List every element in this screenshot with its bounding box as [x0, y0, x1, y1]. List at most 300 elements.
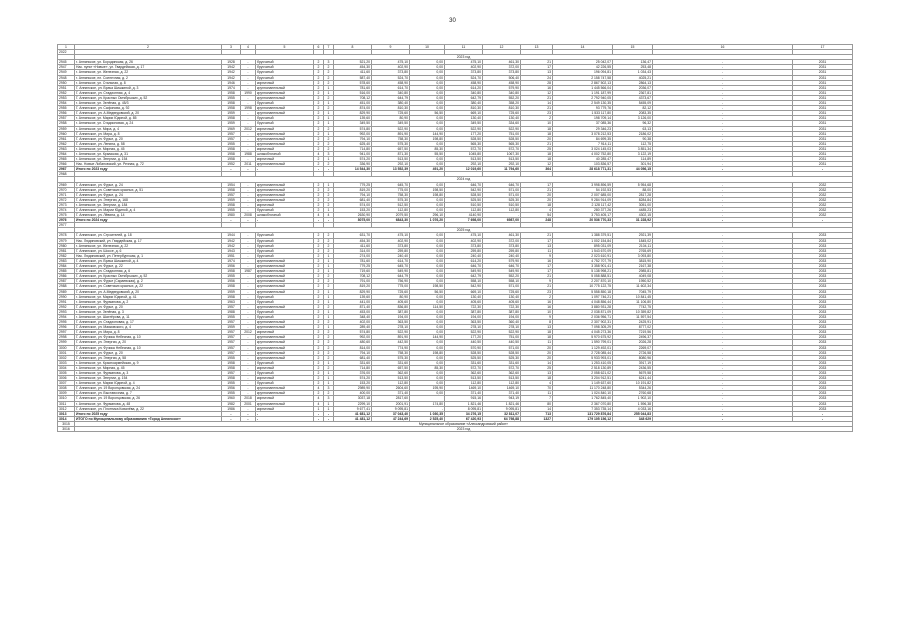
column-header-13: 13	[521, 45, 553, 50]
table-cell: 725,60	[483, 289, 521, 294]
table-cell: 915,16	[445, 396, 483, 401]
table-cell: 16	[521, 85, 553, 90]
table-cell: -	[653, 411, 793, 416]
table-cell: 2	[314, 85, 324, 90]
table-cell: г. Аннинское, ул. Стальная, д. 8	[75, 80, 222, 85]
table-cell: 296,10	[410, 213, 445, 218]
table-cell: брусчатый	[256, 294, 314, 299]
table-cell: 5 058 888,51	[553, 274, 613, 279]
table-cell: 2031	[793, 141, 853, 146]
table-cell: 708,12	[334, 274, 372, 279]
table-cell: 349,50	[372, 121, 410, 126]
table-cell: Итого по 2024 году	[75, 218, 222, 223]
table-cell: 758,30	[372, 350, 410, 355]
table-cell: 2022	[58, 50, 75, 55]
table-cell: 11 597,54	[613, 314, 653, 319]
table-cell: 1 253 410,05	[553, 360, 613, 365]
table-cell: 2033	[793, 253, 853, 258]
table-cell: 411,60	[334, 243, 372, 248]
table-cell: 657,50	[372, 146, 410, 151]
table-cell: -	[653, 213, 793, 218]
table-cell: 21	[521, 233, 553, 238]
table-cell: -	[653, 151, 793, 156]
table-cell: -	[653, 335, 793, 340]
table-cell: 3 078 212,53	[553, 131, 613, 136]
table-cell: кирпичный	[256, 157, 314, 162]
table-cell: 2033	[793, 401, 853, 406]
column-header-16: 16	[653, 45, 793, 50]
table-cell: 756,90	[372, 279, 410, 284]
table-cell: -	[241, 157, 256, 162]
table-cell: Г. Аннинское, ул. Красных Октябрьских, д. 52	[75, 95, 222, 100]
table-cell: крупнопанельный	[256, 136, 314, 141]
table-cell: -	[653, 106, 793, 111]
table-cell: 2990	[58, 294, 75, 299]
table-cell: -	[241, 182, 256, 187]
table-cell: 1942	[222, 75, 241, 80]
table-cell: 1958	[222, 376, 241, 381]
table-cell: 371,40	[372, 391, 410, 396]
table-cell: -	[653, 202, 793, 207]
table-cell: -	[241, 85, 256, 90]
table-cell: 522,90	[445, 126, 483, 131]
table-cell: 28 618 771,31	[553, 167, 613, 172]
table-cell: 1958	[222, 146, 241, 151]
table-cell: крупнопанельный	[256, 320, 314, 325]
table-cell: брусчатый	[256, 248, 314, 253]
table-cell: кирпичный	[256, 146, 314, 151]
table-cell: 2989	[58, 289, 75, 294]
table-cell: 2012	[241, 126, 256, 131]
table-cell: 2	[314, 192, 324, 197]
table-cell: 2	[314, 355, 324, 360]
table-cell: 2	[314, 80, 324, 85]
table-cell: 2	[324, 350, 334, 355]
table-cell: 9 284 914,09	[553, 197, 613, 202]
table-cell: 2	[521, 294, 553, 299]
table-cell: 2	[314, 391, 324, 396]
table-cell: 1469,10	[483, 386, 521, 391]
table-cell: 255 044,83	[613, 411, 653, 416]
table-cell: 8777,02	[613, 325, 653, 330]
table-cell: -	[793, 167, 853, 172]
table-cell: 2 058 621,02	[553, 371, 613, 376]
table-cell: 819,20	[334, 284, 372, 289]
table-cell: 0,00	[410, 269, 445, 274]
table-cell: 1	[324, 208, 334, 213]
table-cell: -	[241, 197, 256, 202]
table-cell: 139,60	[334, 116, 372, 121]
table-cell: 112,80	[445, 381, 483, 386]
table-cell: 17	[521, 269, 553, 274]
table-cell: 11 106,80	[613, 299, 653, 304]
table-cell: Нас. Людиновский, ул. Петербургская, д. 1	[75, 253, 222, 258]
table-cell: 0,00	[410, 309, 445, 314]
table-cell: 3 753 405,17	[553, 213, 613, 218]
table-cell: 2 036 956,71	[553, 314, 613, 319]
table-cell: кирпичный	[256, 406, 314, 411]
table-cell: 41 481,12	[334, 416, 372, 421]
table-cell: 0,00	[410, 360, 445, 365]
table-cell: 0,00	[410, 279, 445, 284]
table-cell: брусчатый	[256, 75, 314, 80]
table-cell: 2	[314, 279, 324, 284]
table-cell: 681,40	[334, 197, 372, 202]
table-cell: 2026,28	[613, 340, 653, 345]
table-cell: -	[653, 146, 793, 151]
table-cell: 278,10	[372, 325, 410, 330]
table-cell: 1944	[222, 233, 241, 238]
table-cell: 54	[521, 213, 553, 218]
table-cell: 646,70	[445, 264, 483, 269]
table-cell: 402,90	[445, 65, 483, 70]
table-cell: 2	[314, 330, 324, 335]
table-cell: 2	[314, 238, 324, 243]
table-cell: 2	[324, 238, 334, 243]
table-cell: -	[653, 75, 793, 80]
table-cell: -	[653, 208, 793, 213]
table-cell: 751,00	[483, 335, 521, 340]
table-cell: 8080,96	[613, 355, 653, 360]
table-cell: кирпичный	[256, 126, 314, 131]
table-cell: 2986	[58, 274, 75, 279]
table-cell: 1958	[222, 360, 241, 365]
table-cell: 2992	[58, 304, 75, 309]
table-cell: 814,00	[334, 345, 372, 350]
table-cell: 2 007 685,00	[553, 192, 613, 197]
table-cell: 0,00	[410, 80, 445, 85]
table-cell: 0,00	[410, 320, 445, 325]
table-cell: 2964	[58, 151, 75, 156]
table-cell: 0,00	[410, 381, 445, 386]
table-cell: 2	[314, 126, 324, 131]
table-cell: 2	[324, 340, 334, 345]
table-cell: Г. Аннинское, ул. 19 Воронцовская, д. 24	[75, 386, 222, 391]
table-cell: -	[241, 360, 256, 365]
table-cell: 2	[314, 365, 324, 370]
table-cell: 380,40	[372, 101, 410, 106]
table-cell: -	[241, 70, 256, 75]
table-cell: 3051,00	[613, 202, 653, 207]
table-cell: 2945	[58, 60, 75, 65]
table-cell: Г. Аннинское, ул. Плотника Ковалёва, д. 22	[75, 406, 222, 411]
table-cell: 2	[324, 106, 334, 111]
table-cell: 25	[521, 146, 553, 151]
table-cell: -	[241, 411, 256, 416]
table-cell: 2	[314, 360, 324, 365]
table-body	[58, 50, 853, 432]
table-cell: 13 552,39	[372, 167, 410, 172]
table-cell: 2033	[793, 350, 853, 355]
table-cell: 114,89	[613, 157, 653, 162]
table-cell: 194,00	[483, 314, 521, 319]
table-cell: 574,80	[334, 330, 372, 335]
table-cell: 136,47	[613, 60, 653, 65]
table-cell: 2972	[58, 197, 75, 202]
table-cell: 2984	[58, 264, 75, 269]
table-cell: 1982	[222, 401, 241, 406]
table-cell: Г. Аннинское, ул. Советских красных, д. 51	[75, 187, 222, 192]
table-cell: 1963	[222, 299, 241, 304]
table-cell: 28	[521, 80, 553, 85]
table-cell: -	[653, 187, 793, 192]
table-cell: 891,90	[372, 131, 410, 136]
table-cell: 2018	[241, 396, 256, 401]
table-cell: 334,60	[483, 121, 521, 126]
table-cell: 2	[324, 65, 334, 70]
table-cell: 2	[314, 284, 324, 289]
table-cell: 512,50	[372, 202, 410, 207]
table-cell: -	[653, 248, 793, 253]
table-cell: 2033	[793, 269, 853, 274]
table-cell: 7 098 305,29	[553, 325, 613, 330]
table-cell: -	[653, 289, 793, 294]
table-cell: 3016	[58, 427, 75, 432]
table-cell: 2	[324, 192, 334, 197]
table-cell: 194,00	[445, 314, 483, 319]
table-cell: 6987,00	[483, 218, 521, 223]
table-cell: 14	[521, 101, 553, 106]
table-cell: 1958	[222, 365, 241, 370]
table-cell: 0,00	[410, 101, 445, 106]
table-cell: 575,30	[372, 197, 410, 202]
table-cell: 10 191,82	[613, 381, 653, 386]
table-cell: 1 034,43	[613, 70, 653, 75]
table-cell: 314,00	[334, 248, 372, 253]
table-cell: -	[793, 218, 853, 223]
column-header-3: 3	[222, 45, 241, 50]
table-cell: -	[793, 411, 853, 416]
table-cell: 1956	[222, 279, 241, 284]
table-cell: 1	[324, 269, 334, 274]
table-cell: брусчатый	[256, 360, 314, 365]
table-cell: -	[653, 264, 793, 269]
table-cell: 253,48	[613, 65, 653, 70]
table-cell: 943,19	[483, 396, 521, 401]
table-cell: 2	[314, 345, 324, 350]
table-cell: -	[241, 320, 256, 325]
table-cell: 1958	[222, 116, 241, 121]
table-cell: -	[241, 304, 256, 309]
table-cell: г. Аннинское, ул. Бородинская, д. 26	[75, 60, 222, 65]
table-cell: 1	[324, 309, 334, 314]
table-cell: -	[241, 121, 256, 126]
table-cell: -	[256, 411, 314, 416]
table-cell: 1959	[222, 121, 241, 126]
table-cell: 2	[314, 294, 324, 299]
table-cell: Г. Аннинское, ул. Советских красных, д. 22	[75, 284, 222, 289]
table-cell: -	[653, 355, 793, 360]
table-cell: 23	[521, 111, 553, 116]
table-cell: 794,10	[334, 192, 372, 197]
table-cell: -	[653, 309, 793, 314]
table-cell: 259,80	[445, 248, 483, 253]
table-cell: 2033	[793, 391, 853, 396]
table-cell: 12	[521, 90, 553, 95]
table-cell: 402,00	[334, 320, 372, 325]
table-cell: 1957	[222, 371, 241, 376]
table-cell: 144,90	[410, 335, 445, 340]
table-cell: 20	[521, 355, 553, 360]
table-cell: 85,30	[410, 146, 445, 151]
table-cell: 521,20	[334, 60, 372, 65]
table-cell: 21	[521, 60, 553, 65]
table-cell: 4485,23	[613, 208, 653, 213]
table-cell: 4025,21	[613, 75, 653, 80]
table-cell: 1 543 670,09	[553, 248, 613, 253]
table-cell: 2604,60	[372, 386, 410, 391]
table-cell: 41 681,12	[334, 411, 372, 416]
table-cell: 130,40	[483, 116, 521, 121]
table-cell: 1845,02	[613, 238, 653, 243]
table-cell: 941,00	[334, 151, 372, 156]
table-cell: 1955	[222, 274, 241, 279]
period-label: 2023 год	[75, 427, 853, 432]
table-cell: -	[222, 167, 241, 172]
table-cell: 2	[324, 126, 334, 131]
table-cell: 2951	[58, 85, 75, 90]
table-cell: 289,40	[334, 325, 372, 330]
table-cell: 0,00	[410, 90, 445, 95]
table-cell: 1942	[222, 70, 241, 75]
table-cell: 1958	[222, 157, 241, 162]
table-cell: 2031	[793, 151, 853, 156]
table-cell: 2966	[58, 162, 75, 167]
table-cell: крупнопанельный	[256, 106, 314, 111]
table-cell: крупнопанельный	[256, 269, 314, 274]
table-cell: 2999	[58, 340, 75, 345]
table-cell: 2033	[793, 335, 853, 340]
table-cell: -	[653, 70, 793, 75]
table-cell: 1	[324, 90, 334, 95]
table-cell: 17	[521, 65, 553, 70]
table-cell: 2083,35	[613, 111, 653, 116]
table-cell: 2032	[793, 182, 853, 187]
table-cell: 1980	[222, 213, 241, 218]
table-cell: 2982	[58, 253, 75, 258]
table-cell: 3007	[58, 381, 75, 386]
table-cell: кирпичный	[256, 202, 314, 207]
table-cell: 1	[324, 325, 334, 330]
table-cell: 114,50	[410, 304, 445, 309]
table-cell: 565,30	[445, 141, 483, 146]
table-cell: 9 677,41	[334, 406, 372, 411]
table-cell: 1	[324, 182, 334, 187]
table-cell: 3 122,19	[613, 151, 653, 156]
table-cell: 10 359,82	[613, 309, 653, 314]
table-cell: -	[241, 192, 256, 197]
table-cell: г. Аннинское, ул. Крымская, д. 31	[75, 151, 222, 156]
table-cell: 2989,90	[334, 386, 372, 391]
period-label: 2025 год	[75, 228, 853, 233]
table-cell: 506,40	[483, 75, 521, 80]
table-cell: 9	[521, 253, 553, 258]
table-cell: 2	[324, 274, 334, 279]
table-cell: -	[653, 340, 793, 345]
table-cell: 2033	[793, 406, 853, 411]
table-cell: 373,80	[445, 243, 483, 248]
table-cell: 2031	[793, 70, 853, 75]
table-cell: 2 518 130,89	[553, 365, 613, 370]
table-cell: 1942	[222, 65, 241, 70]
table-cell: 18	[521, 202, 553, 207]
column-header-10: 10	[410, 45, 445, 50]
table-cell: -	[653, 391, 793, 396]
table-cell: 3 024 145,03	[553, 146, 613, 151]
table-cell: 1 762 845,40	[553, 396, 613, 401]
table-cell: 5344,26	[613, 386, 653, 391]
table-cell: -	[653, 406, 793, 411]
table-cell: 2921,39	[613, 233, 653, 238]
table-cell: 2988	[58, 284, 75, 289]
table-cell: 4 033,16	[613, 406, 653, 411]
table-cell: 458,90	[372, 80, 410, 85]
table-cell: 0,00	[410, 371, 445, 376]
table-cell: 2630,90	[334, 213, 372, 218]
table-cell: 895 031,09	[553, 243, 613, 248]
table-cell: 2 728 085,44	[553, 350, 613, 355]
table-cell: 2974	[58, 208, 75, 213]
table-cell: -	[241, 75, 256, 80]
table-cell: 549,90	[445, 269, 483, 274]
table-cell: 12	[521, 162, 553, 167]
table-cell: -	[241, 381, 256, 386]
table-cell: 1469,10	[445, 386, 483, 391]
table-cell: 278,10	[445, 325, 483, 330]
table-cell: 2033	[793, 243, 853, 248]
table-cell: 1988	[241, 151, 256, 156]
table-cell: 3009	[58, 391, 75, 396]
table-cell: 2981	[58, 248, 75, 253]
table-cell: 2	[324, 243, 334, 248]
table-cell: 1957	[222, 335, 241, 340]
table-cell: -	[653, 157, 793, 162]
table-cell: крупнопанельный	[256, 187, 314, 192]
table-cell: 2	[314, 162, 324, 167]
table-cell: 2	[324, 320, 334, 325]
table-cell: -	[314, 218, 324, 223]
table-cell: 542,90	[445, 284, 483, 289]
table-cell: 5679,58	[613, 371, 653, 376]
table-cell: 1 821,46	[483, 401, 521, 406]
table-cell: 16	[521, 299, 553, 304]
table-cell: 2987	[58, 279, 75, 284]
table-cell: 1956	[222, 386, 241, 391]
table-cell: 2	[324, 345, 334, 350]
table-cell: 2	[314, 131, 324, 136]
table-cell: брусчатый	[256, 121, 314, 126]
table-cell: 3 998 896,59	[553, 182, 613, 187]
table-cell: 3 851,34	[613, 146, 653, 151]
table-cell: 642,79	[445, 95, 483, 100]
table-cell: 5455,09	[613, 101, 653, 106]
table-cell: -	[241, 345, 256, 350]
table-cell: -	[653, 274, 793, 279]
table-cell: 992,00	[334, 131, 372, 136]
table-cell: 7 698,00	[445, 218, 483, 223]
table-cell: 112,80	[483, 381, 521, 386]
table-cell: 2	[324, 136, 334, 141]
table-cell: 11	[521, 340, 553, 345]
table-cell: 2033	[793, 284, 853, 289]
table-cell: 1	[324, 101, 334, 106]
table-cell: 646,70	[483, 182, 521, 187]
period-label: Муниципальное образование «Александровский район»	[75, 421, 853, 426]
table-cell: 513,50	[445, 157, 483, 162]
table-cell: 2 525,40	[410, 416, 445, 421]
table-cell: 0,00	[410, 208, 445, 213]
table-cell: -	[653, 238, 793, 243]
